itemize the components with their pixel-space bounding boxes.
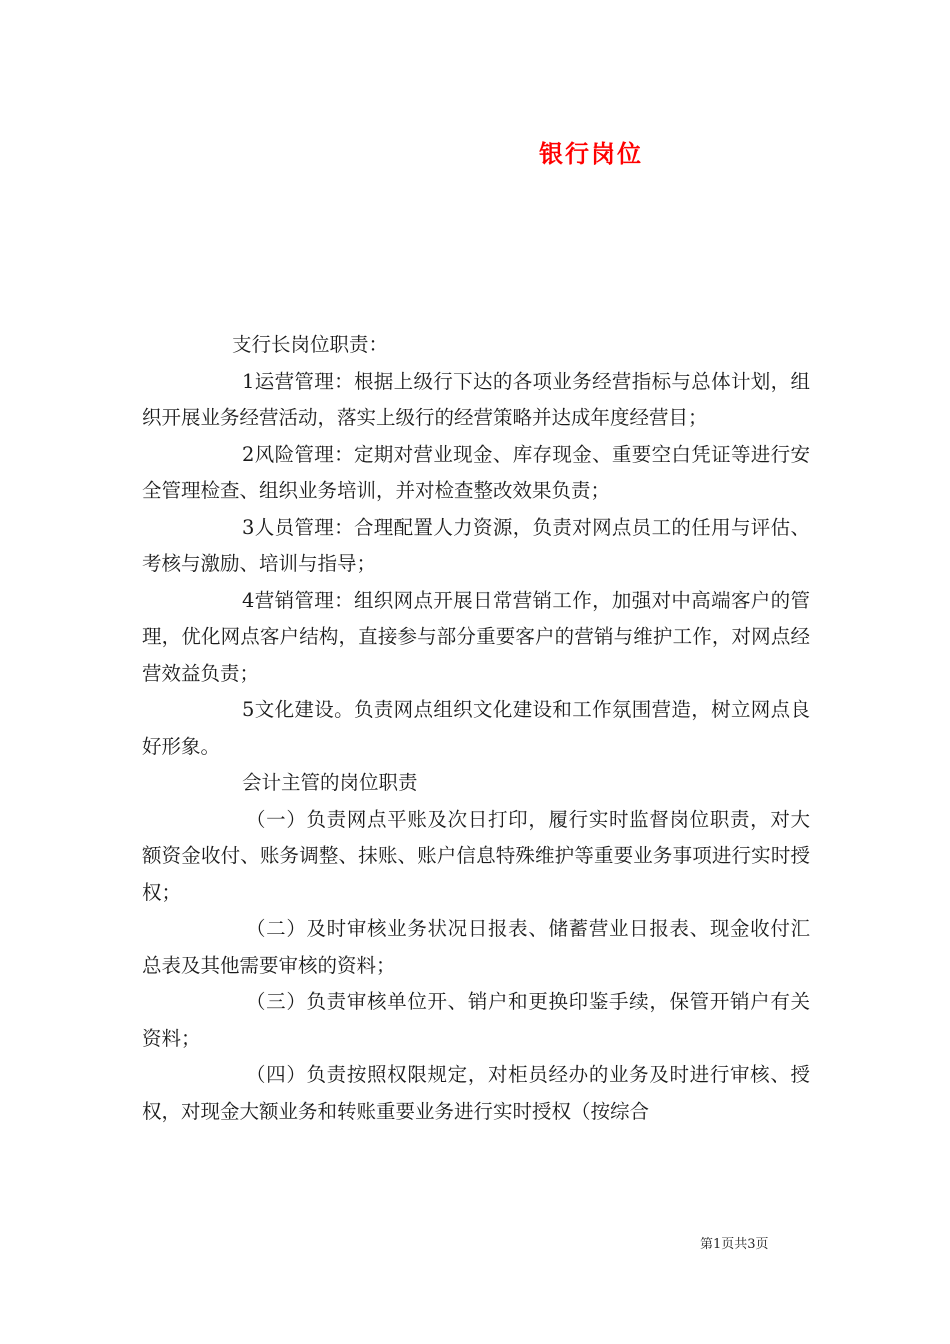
paragraph: 支行长岗位职责： bbox=[232, 333, 389, 356]
paragraph: （一）负责网点平账及次日打印，履行实时监督岗位职责，对大额资金收付、账务调整、抹账、账户信息特殊维护等重要业务事项进行实时授权； bbox=[142, 807, 810, 904]
paragraph: （二）及时审核业务状况日报表、储蓄营业日报表、现金收付汇总表及其他需要审核的资料； bbox=[142, 917, 810, 977]
page-footer: 第1页共3页 bbox=[700, 1237, 769, 1252]
document-body bbox=[142, 327, 810, 1130]
document-title: 银行岗位 bbox=[539, 139, 643, 168]
paragraph: （三）负责审核单位开、销户和更换印鉴手续，保管开销户有关资料； bbox=[142, 990, 810, 1050]
paragraph: 会计主管的岗位职责 bbox=[242, 771, 418, 794]
paragraph: （四）负责按照权限规定，对柜员经办的业务及时进行审核、授权，对现金大额业务和转账重要业务进行实时授权（按综合 bbox=[142, 1063, 810, 1123]
paragraph: 4营销管理：组织网点开展日常营销工作，加强对中高端客户的管理，优化网点客户结构，直接参与部分重要客户的营销与维护工作，对网点经营效益负责； bbox=[142, 588, 810, 685]
paragraph: 2风险管理：定期对营业现金、库存现金、重要空白凭证等进行安全管理检查、组织业务培训，并对检查整改效果负责； bbox=[142, 442, 810, 502]
paragraph: 5文化建设。负责网点组织文化建设和工作氛围营造，树立网点良好形象。 bbox=[142, 698, 810, 758]
paragraph: 3人员管理：合理配置人力资源，负责对网点员工的任用与评估、考核与激励、培训与指导； bbox=[142, 515, 810, 575]
paragraph: 1运营管理：根据上级行下达的各项业务经营指标与总体计划，组织开展业务经营活动，落实上级行的经营策略并达成年度经营目； bbox=[142, 369, 810, 429]
